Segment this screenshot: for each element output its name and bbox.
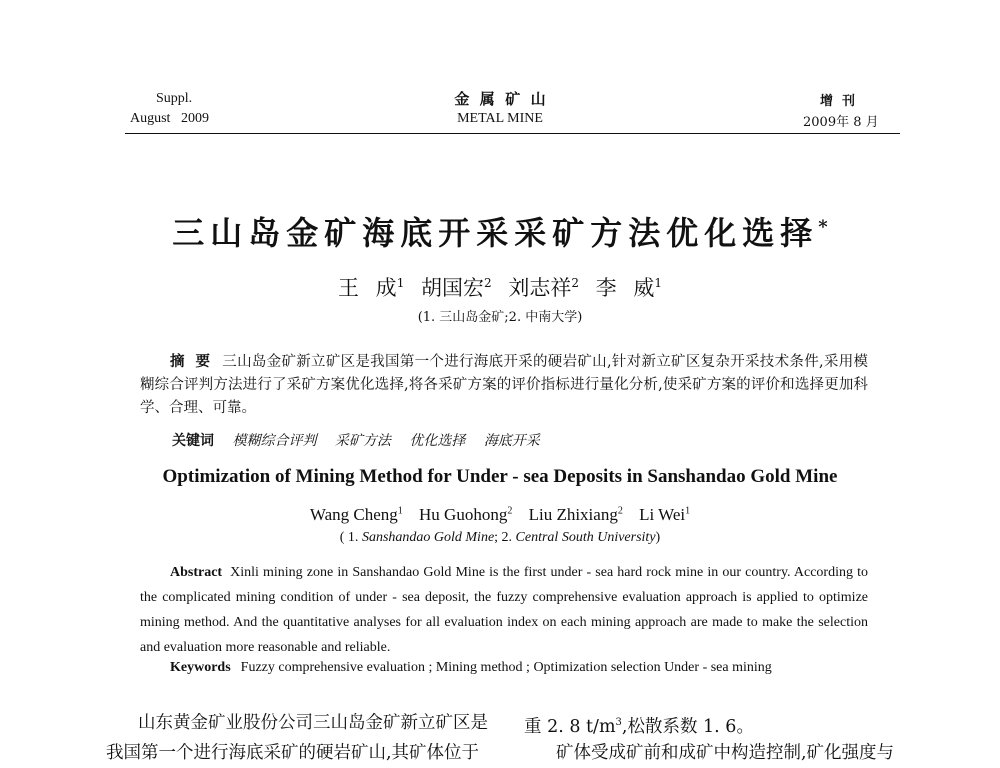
author-en-sup: 2 xyxy=(617,505,623,517)
header-journal-en: METAL MINE xyxy=(457,111,543,126)
author-cn-sup: 2 xyxy=(571,276,579,290)
author-cn-name: 胡国宏 xyxy=(421,276,485,300)
abstract-cn-label: 摘 要 xyxy=(170,353,211,370)
title-footnote-mark: * xyxy=(818,216,828,238)
paper-title-cn xyxy=(0,208,1000,254)
body-left-line: 我国第一个进行海底采矿的硬岩矿山,其矿体位于 xyxy=(106,743,480,763)
author-cn xyxy=(338,276,404,300)
affiliation-en-open: ( 1. xyxy=(339,530,359,545)
author-cn-sup: 2 xyxy=(484,276,492,290)
keywords-en xyxy=(170,660,772,676)
abstract-en-text: Xinli mining zone in Sanshandao Gold Mine is the first under - sea hard rock mine in our country. According to the complicated mining condition of under - sea deposit, the fuzzy comprehensive evaluation approach is applied to optimize mining method. And the quantitative analyses for all evaluation index on each mining approach are made to make the selection and evaluation more reasonable and reliable. xyxy=(140,565,868,655)
paper-title-cn-text: 三山岛金矿海底开采采矿方法优化选择 xyxy=(172,214,819,252)
keywords-en-text: Fuzzy comprehensive evaluation ; Mining method ; Optimization selection Under - sea mining xyxy=(240,660,772,675)
author-cn xyxy=(596,276,662,300)
body-right-line: 矿体受成矿前和成矿中构造控制,矿化强度与 xyxy=(556,743,895,763)
author-cn-sup: 1 xyxy=(396,276,405,290)
author-en-name: Li Wei xyxy=(639,505,686,524)
body-right-line xyxy=(524,708,754,742)
author-en-name: Hu Guohong xyxy=(419,505,508,524)
affiliation-en-org2: Central South University xyxy=(515,530,656,545)
abstract-cn xyxy=(140,350,868,420)
body-right-sup: 3 xyxy=(615,717,622,728)
header-right-suppl: 增 刊 xyxy=(820,94,856,109)
header-rule xyxy=(125,133,900,134)
header-journal-cn: 金 属 矿 山 xyxy=(454,90,546,108)
header-left-date: August 2009 xyxy=(130,111,209,126)
affiliation-en-sep: ; 2. xyxy=(494,530,513,545)
author-en xyxy=(419,505,512,524)
keywords-cn-label: 关键词 xyxy=(172,433,214,449)
keyword-cn: 模糊综合评判 xyxy=(232,433,317,449)
header-right-date: 2009年 8 月 xyxy=(803,115,879,130)
author-en-name: Wang Cheng xyxy=(309,505,398,524)
body-right-density: 重 2. 8 t/m xyxy=(524,716,616,737)
author-en xyxy=(639,505,690,524)
abstract-en-label: Abstract xyxy=(170,565,223,580)
author-en xyxy=(310,505,403,524)
abstract-cn-text: 三山岛金矿新立矿区是我国第一个进行海底开采的硬岩矿山,针对新立矿区复杂开采技术条件,采用模糊综合评判方法进行了采矿方案优化选择,将各采矿方案的评价指标进行量化分析,使采矿方案的评价和选择更加科学、合理、可靠。 xyxy=(140,354,868,416)
header-left-suppl: Suppl. xyxy=(156,91,193,106)
authors-cn xyxy=(0,272,1000,302)
body-right-factor: ,松散系数 1. 6。 xyxy=(621,716,754,737)
author-cn-sup: 1 xyxy=(654,276,662,290)
author-en xyxy=(529,505,623,524)
author-en-sup: 2 xyxy=(507,505,513,517)
affiliation-cn: (1. 三山岛金矿;2. 中南大学) xyxy=(417,310,583,325)
abstract-en xyxy=(140,560,868,660)
author-cn-name: 李 威 xyxy=(595,276,655,300)
author-cn xyxy=(508,276,579,300)
affiliation-en-org1: Sanshandao Gold Mine xyxy=(361,530,495,545)
keyword-cn: 采矿方法 xyxy=(334,433,391,449)
author-cn xyxy=(421,276,492,300)
author-en-sup: 1 xyxy=(685,505,691,517)
paper-title-en: Optimization of Mining Method for Under - sea Deposits in Sanshandao Gold Mine xyxy=(162,466,838,487)
affiliation-en xyxy=(0,530,1000,546)
authors-en xyxy=(0,505,1000,525)
author-en-name: Liu Zhixiang xyxy=(528,505,618,524)
author-cn-name: 刘志祥 xyxy=(508,276,572,300)
keyword-cn: 优化选择 xyxy=(409,433,466,449)
affiliation-en-close: ) xyxy=(655,530,661,545)
keywords-cn xyxy=(172,430,540,450)
body-left-line: 山东黄金矿业股份公司三山岛金矿新立矿区是 xyxy=(138,713,488,733)
author-cn-name: 王 成 xyxy=(338,276,397,300)
keyword-cn: 海底开采 xyxy=(483,433,540,449)
author-en-sup: 1 xyxy=(397,505,403,517)
keywords-en-label: Keywords xyxy=(170,660,231,675)
